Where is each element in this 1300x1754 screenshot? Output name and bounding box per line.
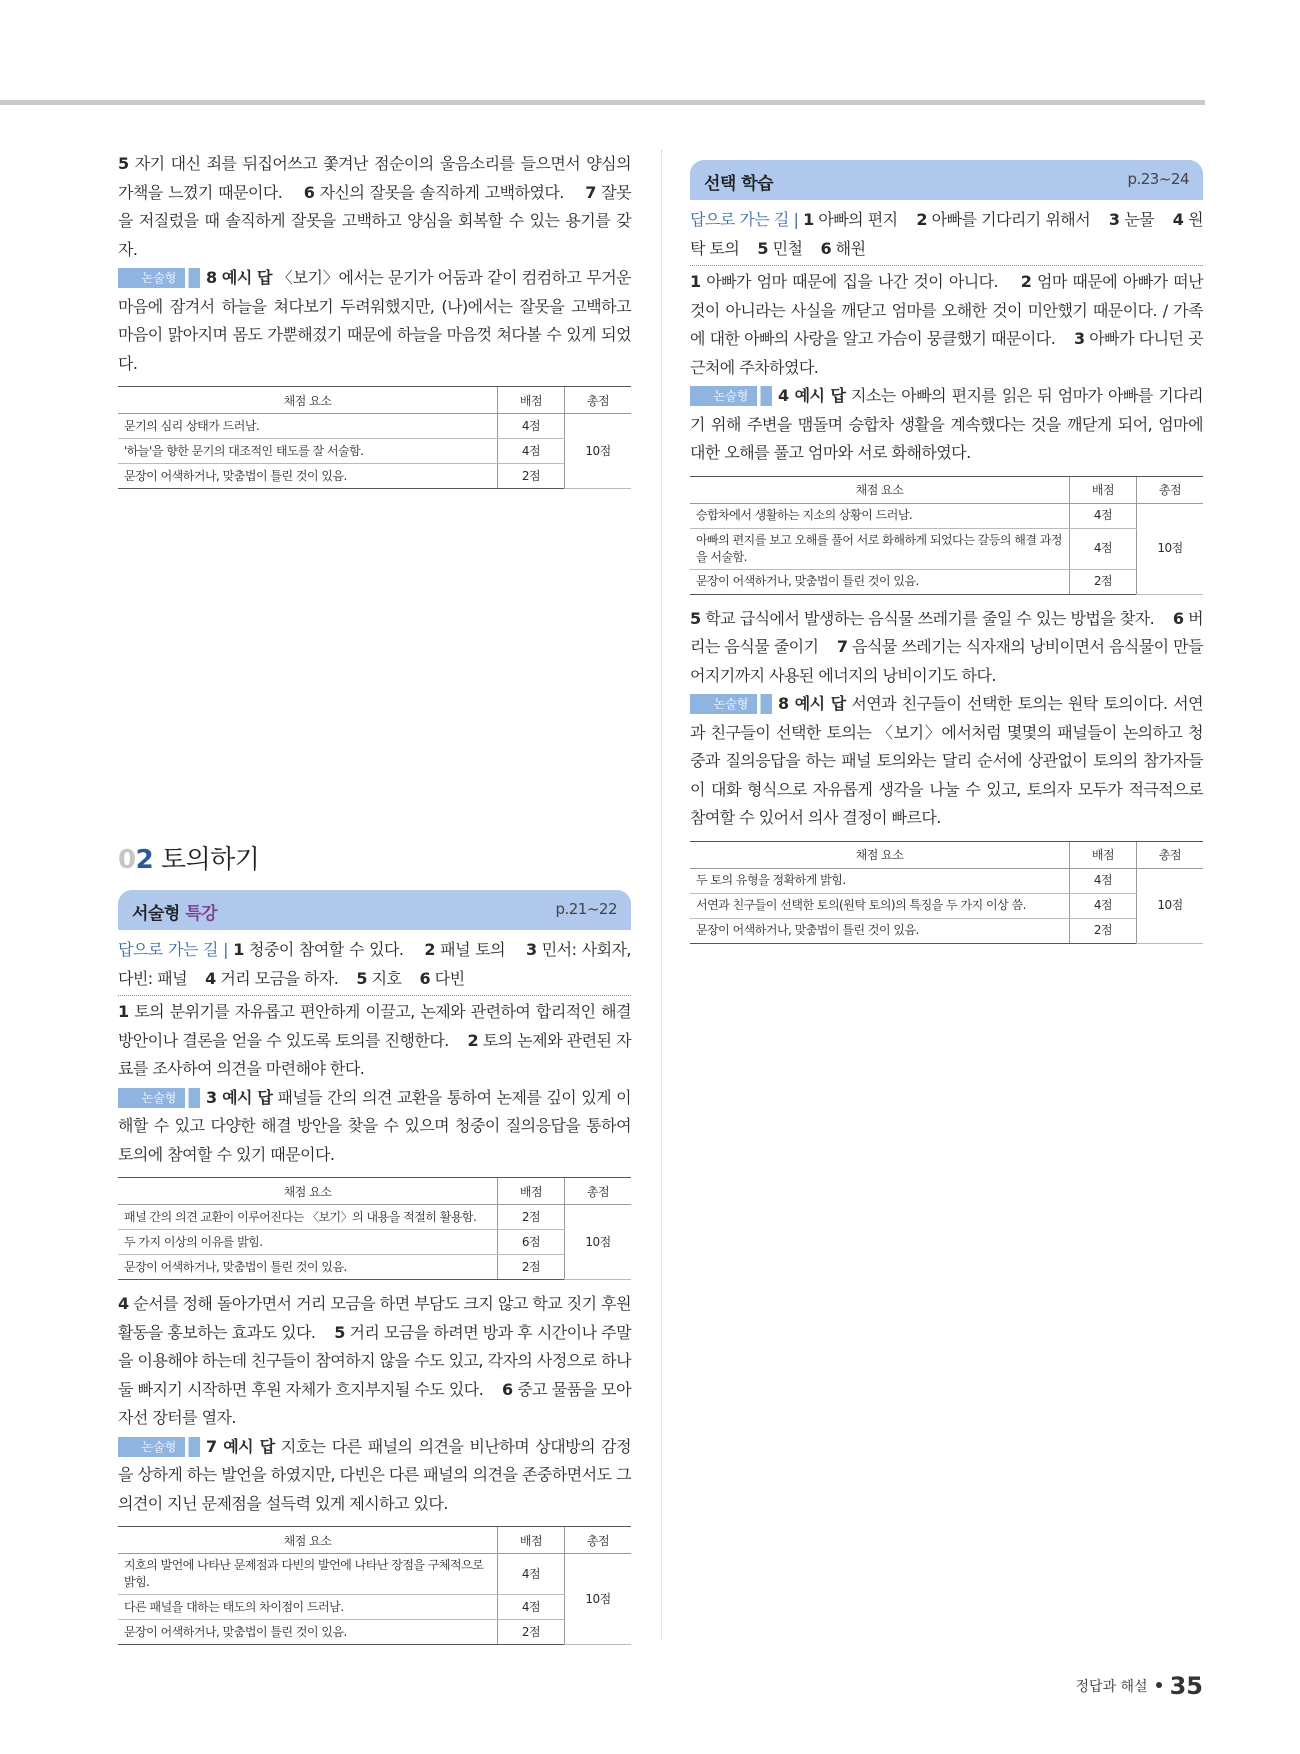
answer-block-5-7: 5 자기 대신 죄를 뒤집어쓰고 쫓겨난 점순이의 울음소리를 들으면서 양심의 가책을 느꼈기 때문이다. 6 자신의 잘못을 솔직하게 고백하였다. 7 잘못을 저질렀을 때 솔직하게 잘못을 고백하고 양심을 회복할 수 있는 용기를 갖자. (118, 154, 631, 259)
table-row: 문장이 어색하거나, 맞춤법이 틀린 것이 있음. 2점 (690, 918, 1203, 943)
answer-block-5-7: 5 학교 급식에서 발생하는 음식물 쓰레기를 줄일 수 있는 방법을 찾자. 6 버리는 음식물 줄이기 7 음식물 쓰레기는 식자재의 낭비이면서 음식물이 만들어지기까지 사용된 에너지의 낭비이기도 하다. (690, 608, 1203, 685)
top-rule (0, 100, 1205, 105)
table-row: '하늘'을 향한 문기의 대조적인 태도를 잘 서술함. 4점 (118, 439, 631, 464)
answer-block-8: 논술형 8 예시 답 〈보기〉에서는 문기가 어둠과 같이 컴컴하고 무거운 마음에 잠겨서 하늘을 쳐다보기 두려워했지만, (나)에서는 잘못을 고백하고 마음이 맑아지며 몸도 가뿐해졌기 때문에 하늘을 마음껏 쳐다볼 수 있게 되었다. (118, 268, 632, 373)
right-column (690, 160, 1203, 954)
bullet-icon (1156, 1682, 1162, 1688)
page-number: 35 (1169, 1672, 1203, 1700)
table-row: 지호의 발언에 나타난 문제점과 다빈의 발언에 나타난 장점을 구체적으로 밝힘. 4점 10점 (118, 1554, 631, 1595)
page-footer (1076, 1672, 1203, 1700)
table-row: 문장이 어색하거나, 맞춤법이 틀린 것이 있음. 2점 (118, 464, 631, 489)
essay-tag: 논술형 (690, 694, 772, 714)
answer-block-7: 논술형 7 예시 답 지호는 다른 패널의 의견을 비난하며 상대방의 감정을 상하게 하는 발언을 하였지만, 다빈은 다른 패널의 의견을 존중하면서도 그 의견이 지닌 문제점을 설득력 있게 제시하고 있다. (118, 1436, 631, 1513)
essay-tag: 논술형 (690, 386, 772, 406)
answer-block-1-3: 1 아빠가 엄마 때문에 집을 나간 것이 아니다. 2 엄마 때문에 아빠가 떠난 것이 아니라는 사실을 깨닫고 엄마를 오해한 것이 미안했기 때문이다. / 가족에 대한 아빠의 사랑을 알고 가슴이 뭉클했기 때문이다. 3 아빠가 다니던 곳 근처에 주차하였다. (690, 272, 1203, 377)
answer-block-3: 논술형 3 예시 답 패널들 간의 의견 교환을 통하여 논제를 깊이 있게 이해할 수 있고 다양한 해결 방안을 찾을 수 있으며 청중이 질의응답을 통하여 토의에 참여할 수 있기 때문이다. (118, 1087, 631, 1164)
answer-guide: 답으로 가는 길 | 1 아빠의 편지 2 아빠를 기다리기 위해서 3 눈물 4 원탁 토의 5 민철 6 해원 (690, 206, 1203, 266)
essay-tag: 논술형 (118, 268, 200, 288)
answer-block-4-6: 4 순서를 정해 돌아가면서 거리 모금을 하면 부담도 크지 않고 학교 짓기 후원 활동을 홍보하는 효과도 있다. 5 거리 모금을 하려면 방과 후 시간이나 주말을 이용해야 하는데 친구들이 참여하지 않을 수도 있고, 각자의 사정으로 하나둘 빠지기 시작하면 후원 자체가 흐지부지될 수도 있다. 6 중고 물품을 모아 자선 장터를 열자. (118, 1294, 631, 1427)
section-banner: 선택 학습 p.23~24 (690, 160, 1203, 200)
table-row: 문장이 어색하거나, 맞춤법이 틀린 것이 있음. 2점 (118, 1255, 631, 1280)
scoring-table-3: 채점 요소 배점 총점 지호의 발언에 나타난 문제점과 다빈의 발언에 나타난 장점을 구체적으로 밝힘. 4점 10점 다른 패널을 대하는 태도의 차이점이 드러남. 4점 문장이 어색하거나, 맞춤법이 틀린 것이 있음. 2점 (118, 1526, 631, 1645)
answer-block-1-2: 1 토의 분위기를 자유롭고 편안하게 이끌고, 논제와 관련하여 합리적인 해결 방안이나 결론을 얻을 수 있도록 토의를 진행한다. 2 토의 논제와 관련된 자료를 조사하여 의견을 마련해야 한다. (118, 1002, 631, 1078)
scoring-table-1: 채점 요소 배점 총점 문기의 심리 상태가 드러남. 4점 10점 '하늘'을 향한 문기의 대조적인 태도를 잘 서술함. 4점 문장이 어색하거나, 맞춤법이 틀린 것이 있음. 2점 (118, 386, 631, 489)
essay-tag: 논술형 (118, 1437, 200, 1457)
table-row: 두 가지 이상의 이유를 밝힘. 6점 (118, 1230, 631, 1255)
table-row: 승합차에서 생활하는 지소의 상황이 드러남. 4점 10점 (690, 503, 1203, 528)
scoring-table-5: 채점 요소 배점 총점 두 토의 유형을 정확하게 밝힘. 4점 10점 서연과 친구들이 선택한 토의(원탁 토의)의 특징을 두 가지 이상 씀. 4점 문장이 어색하거나, 맞춤법이 틀린 것이 있음. 2점 (690, 841, 1203, 944)
scoring-table-4: 채점 요소 배점 총점 승합차에서 생활하는 지소의 상황이 드러남. 4점 10점 아빠의 편지를 보고 오해를 풀어 서로 화해하게 되었다는 갈등의 해결 과정을 서술함. 4점 문장이 어색하거나, 맞춤법이 틀린 것이 있음. 2점 (690, 476, 1203, 595)
table-row: 아빠의 편지를 보고 오해를 풀어 서로 화해하게 되었다는 갈등의 해결 과정을 서술함. 4점 (690, 528, 1203, 569)
answer-block-4: 논술형 4 예시 답 지소는 아빠의 편지를 읽은 뒤 엄마가 아빠를 기다리기 위해 주변을 맴돌며 승합차 생활을 계속했다는 것을 깨닫게 되어, 엄마에 대한 오해를 풀고 엄마와 서로 화해하였다. (690, 386, 1204, 462)
left-column (118, 150, 631, 1655)
scoring-table-2: 채점 요소 배점 총점 패널 간의 의견 교환이 이루어진다는 〈보기〉의 내용을 적절히 활용함. 2점 10점 두 가지 이상의 이유를 밝힘. 6점 문장이 어색하거나, 맞춤법이 틀린 것이 있음. 2점 (118, 1177, 631, 1280)
table-row: 패널 간의 의견 교환이 이루어진다는 〈보기〉의 내용을 적절히 활용함. 2점 10점 (118, 1205, 631, 1230)
column-divider (661, 150, 662, 1640)
footer-label: 정답과 해설 (1075, 1679, 1148, 1695)
table-row: 문장이 어색하거나, 맞춤법이 틀린 것이 있음. 2점 (118, 1620, 631, 1645)
answer-block-8: 논술형 8 예시 답 서연과 친구들이 선택한 토의는 원탁 토의이다. 서연과 친구들이 선택한 토의는 〈보기〉에서처럼 몇몇의 패널들이 논의하고 청중과 질의응답을 하는 패널 토의와는 달리 순서에 상관없이 토의의 참가자들이 대화 형식으로 자유롭게 생각을 나눌 수 있고, 토의자 모두가 적극적으로 참여할 수 있어서 의사 결정이 빠르다. (690, 694, 1203, 827)
table-row: 문기의 심리 상태가 드러남. 4점 10점 (118, 414, 631, 439)
table-row: 두 토의 유형을 정확하게 밝힘. 4점 10점 (690, 868, 1203, 893)
table-row: 문장이 어색하거나, 맞춤법이 틀린 것이 있음. 2점 (690, 569, 1203, 594)
answer-guide: 답으로 가는 길 | 1 청중이 참여할 수 있다. 2 패널 토의 3 민서: 사회자, 다빈: 패널 4 거리 모금을 하자. 5 지호 6 다빈 (118, 936, 631, 996)
table-row: 다른 패널을 대하는 태도의 차이점이 드러남. 4점 (118, 1595, 631, 1620)
table-row: 서연과 친구들이 선택한 토의(원탁 토의)의 특징을 두 가지 이상 씀. 4점 (690, 893, 1203, 918)
section-title: 02 토의하기 (118, 845, 260, 875)
essay-tag: 논술형 (118, 1088, 200, 1108)
section-banner: 서술형 특강 p.21~22 (118, 890, 631, 930)
